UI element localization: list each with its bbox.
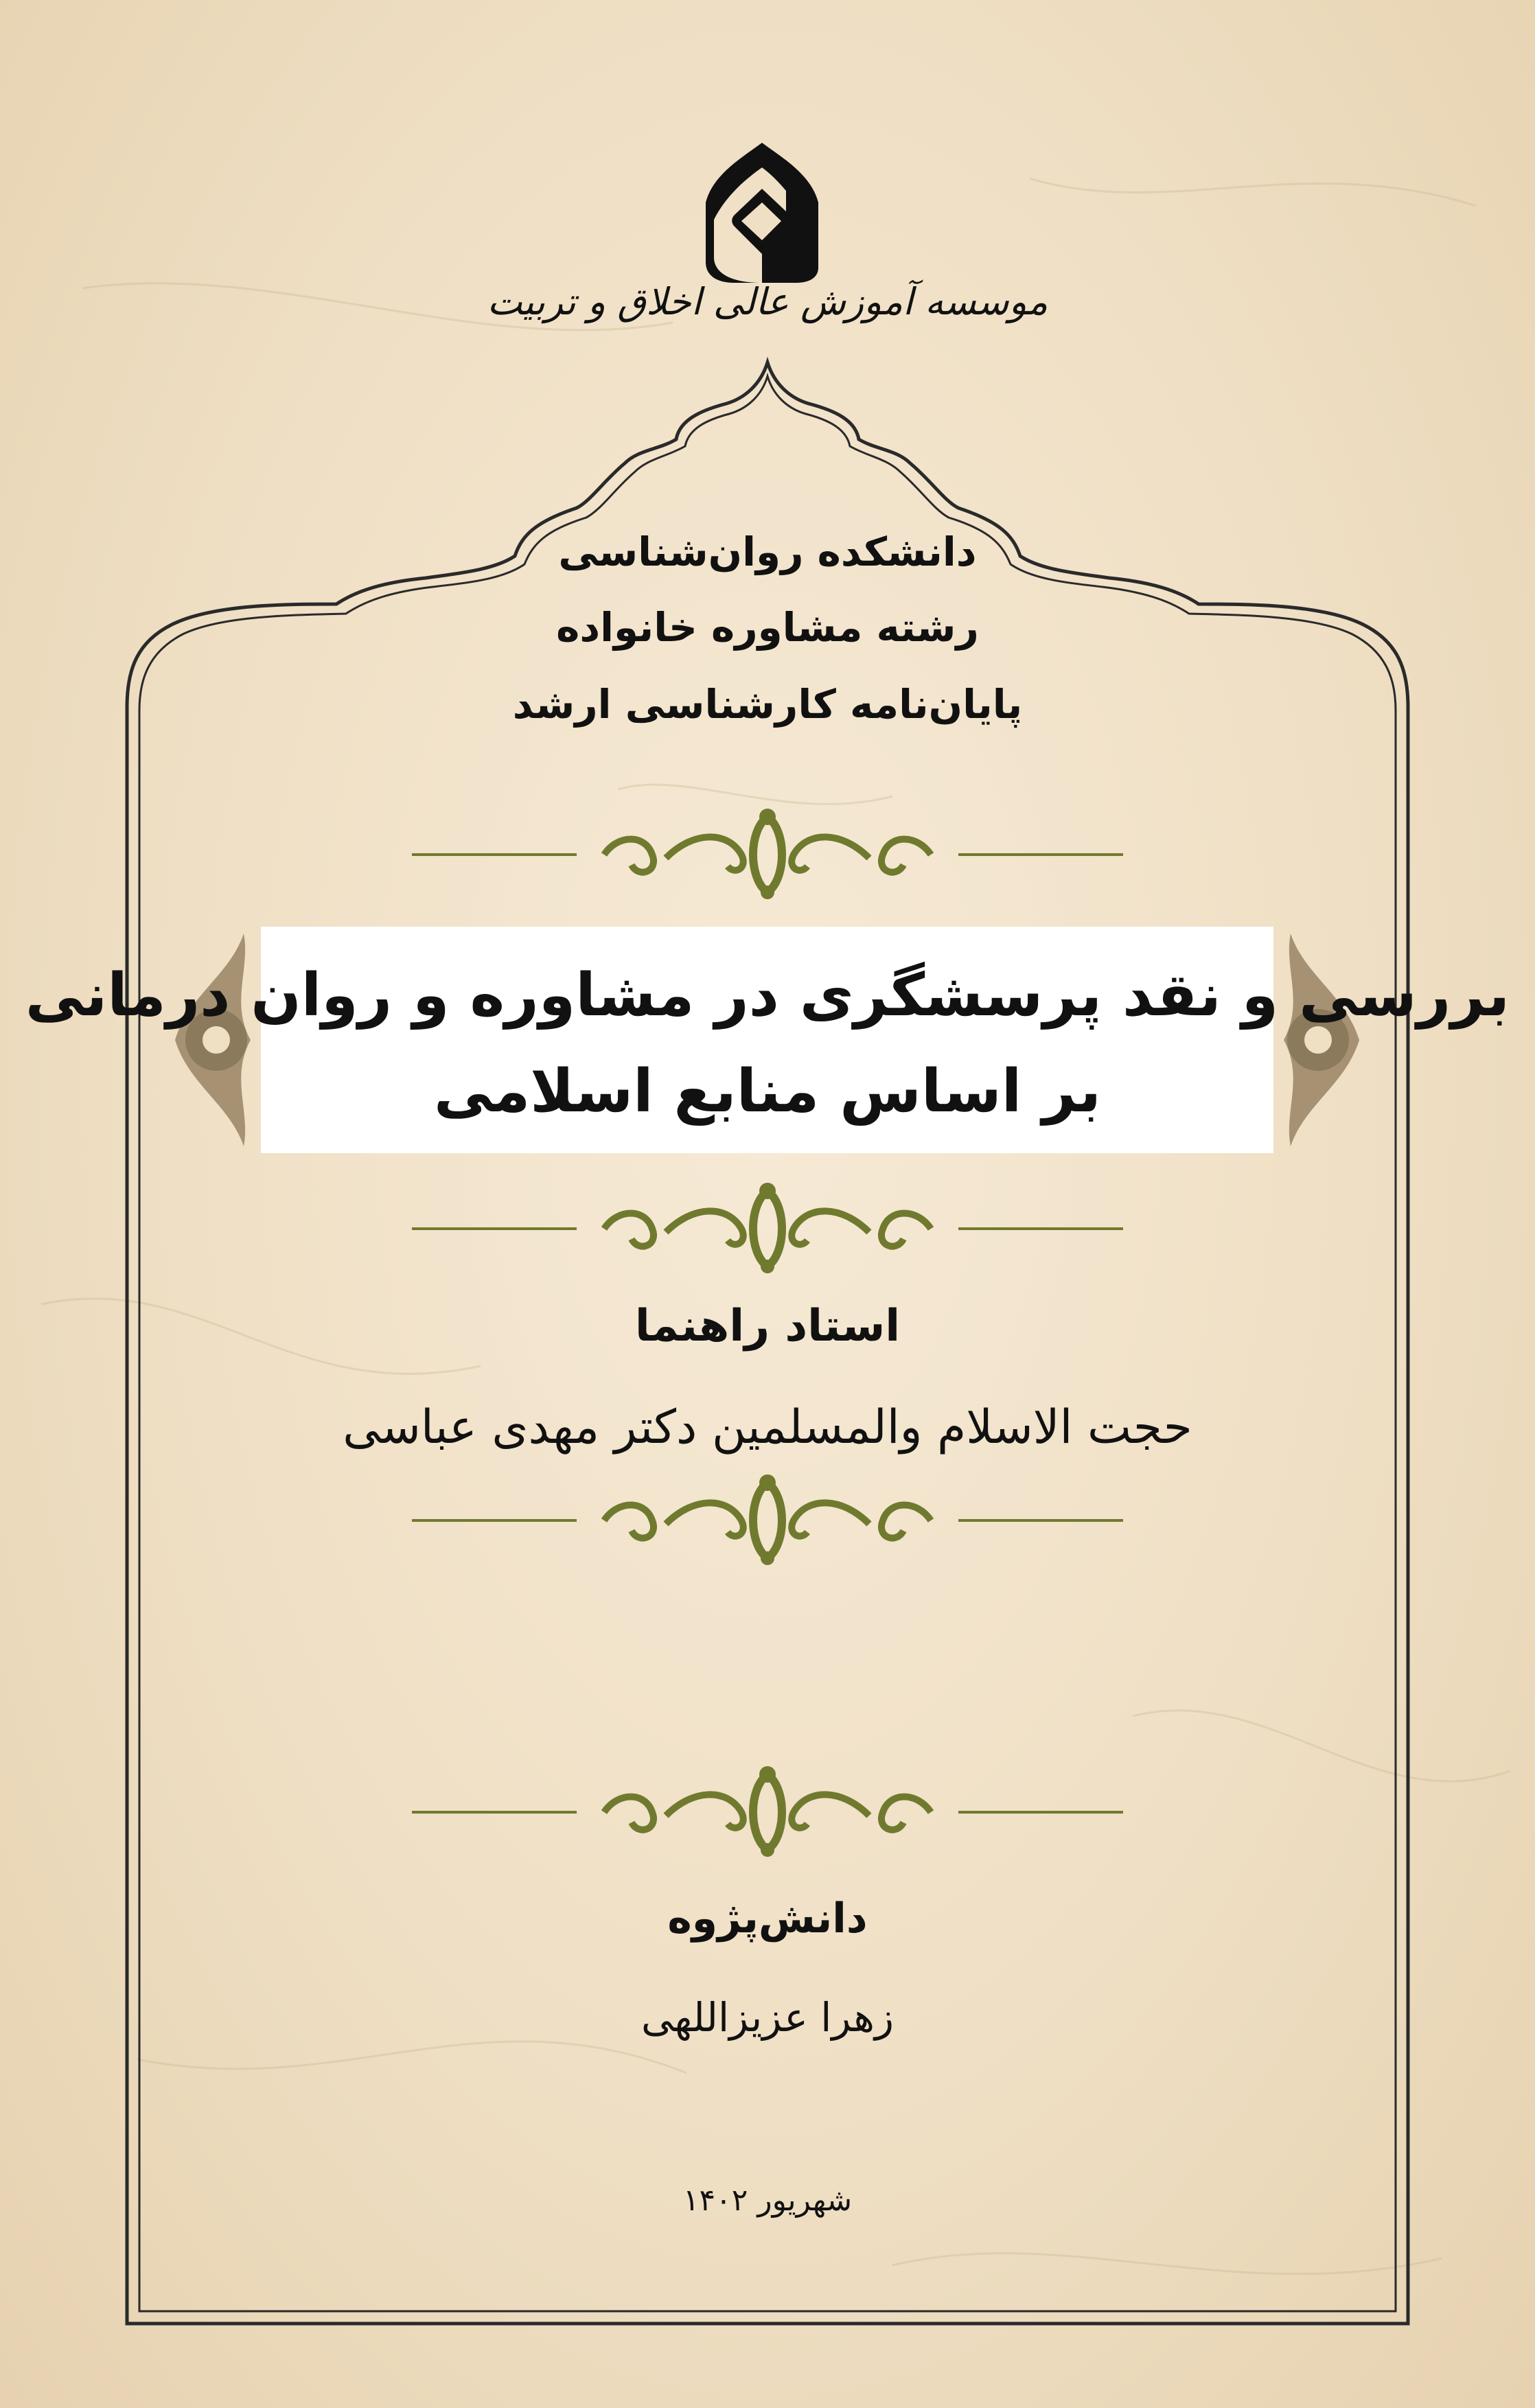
side-ornament-right-icon xyxy=(1249,913,1387,1167)
thesis-title-line-2: بر اساس منابع اسلامی xyxy=(434,1057,1101,1126)
major-name: رشته مشاوره خانواده xyxy=(556,604,979,651)
supervisor-label: استاد راهنما xyxy=(634,1301,901,1352)
ornament-divider-icon xyxy=(405,1761,1130,1864)
student-label: دانش‌پژوه xyxy=(667,1895,868,1943)
degree-label: پایان‌نامه کارشناسی ارشد xyxy=(512,681,1023,728)
ornament-divider-icon xyxy=(405,1177,1130,1280)
thesis-title-line-1: بررسی و نقد پرسشگری در مشاوره و روان درمانی xyxy=(25,961,1510,1030)
ornament-divider-icon xyxy=(405,803,1130,906)
faculty-name: دانشکده روان‌شناسی xyxy=(558,529,977,575)
ornament-divider-icon xyxy=(405,1469,1130,1572)
date-label: شهریور ۱۴۰۲ xyxy=(682,2183,853,2218)
supervisor-name: حجت الاسلام والمسلمین دکتر مهدی عباسی xyxy=(343,1400,1192,1455)
side-ornament-left-icon xyxy=(148,913,285,1167)
institute-name-caption: موسسه آموزش عالی اخلاق و تربیت xyxy=(487,280,1048,323)
institute-emblem-icon xyxy=(693,137,831,288)
student-name: زهرا عزیزاللهی xyxy=(641,1994,894,2041)
